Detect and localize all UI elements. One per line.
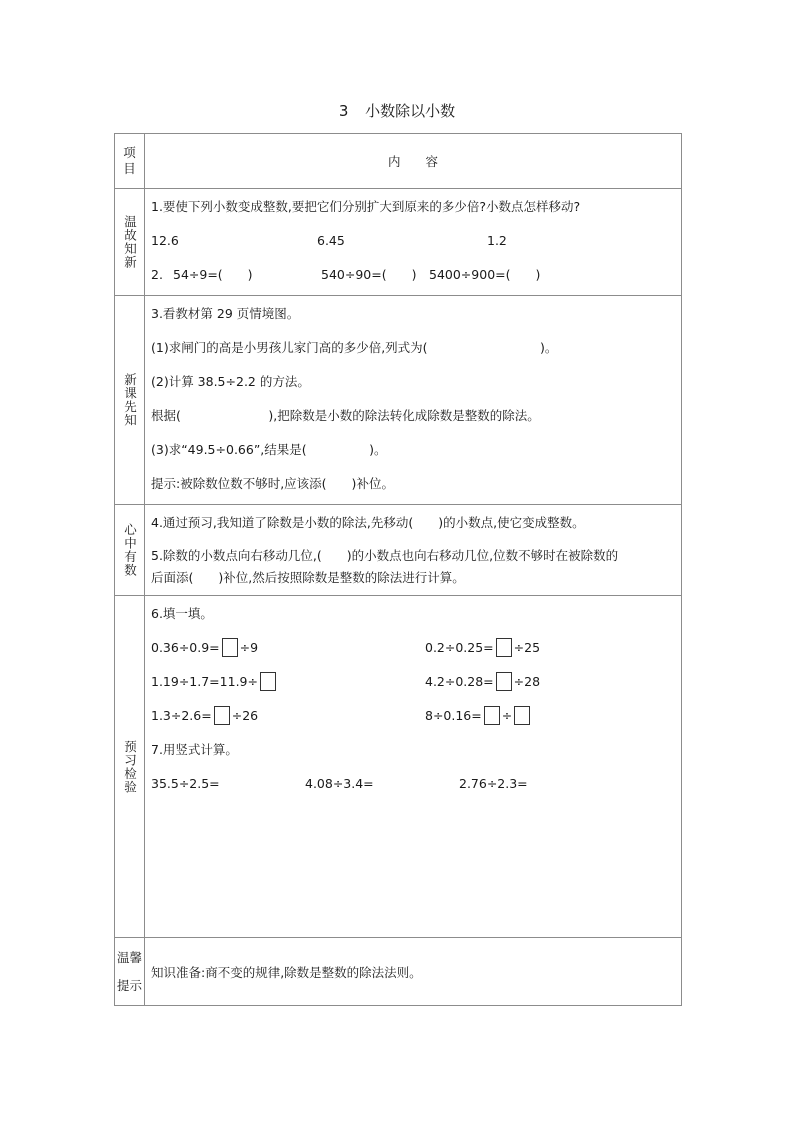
- question-1: [151, 195, 675, 229]
- worksheet-table: [114, 133, 682, 1006]
- header-row: [115, 134, 682, 189]
- tip-text: 知识准备:商不变的规律,除数是整数的除法法则。: [151, 964, 422, 980]
- fill-item-left: 4.2÷0.28=: [425, 674, 494, 689]
- question-3-2: [151, 370, 675, 404]
- calc-item: 4.08÷3.4=: [305, 776, 374, 791]
- lesson-number: 3: [338, 102, 349, 120]
- section-preview-label-cell: [115, 296, 145, 505]
- header-content-cell: [145, 134, 682, 189]
- answer-box[interactable]: [496, 638, 512, 657]
- question-3-text: 3.看教材第 29 页情境图。: [151, 306, 300, 321]
- question-3-1-text: (1)求闸门的高是小男孩儿家门高的多少倍,列式为( )。: [151, 340, 558, 355]
- fill-item: [425, 670, 540, 694]
- q2-item: 5400÷900=( ): [429, 267, 541, 282]
- section-tip-label-cell: [115, 938, 145, 1006]
- question-4: [151, 511, 675, 545]
- question-3-1: [151, 336, 675, 370]
- calc-item: 2.76÷2.3=: [459, 776, 528, 791]
- fill-item-right: ÷: [501, 708, 513, 723]
- answer-box[interactable]: [214, 706, 230, 725]
- question-5: [151, 545, 675, 589]
- section-summary-label: 心中有数: [122, 523, 138, 577]
- answer-box[interactable]: [222, 638, 238, 657]
- question-3-4: [151, 438, 675, 472]
- question-3-3: [151, 404, 675, 438]
- section-review: [115, 189, 682, 296]
- question-6: [151, 602, 675, 636]
- fill-item-right: ÷26: [231, 708, 259, 723]
- question-3-3-text: 根据( ),把除数是小数的除法转化成除数是整数的除法。: [151, 408, 540, 423]
- section-preview-label: 新课先知: [122, 373, 138, 427]
- question-7-items: [151, 772, 675, 806]
- section-review-label: 温故知新: [122, 215, 138, 269]
- question-1-items: [151, 229, 675, 263]
- fill-item-left: 0.36÷0.9=: [151, 640, 220, 655]
- question-3-tip: [151, 472, 675, 498]
- fill-item: [151, 636, 258, 660]
- q1-item: 1.2: [487, 233, 507, 248]
- answer-box[interactable]: [514, 706, 530, 725]
- question-7: [151, 738, 675, 772]
- fill-item-right: ÷25: [513, 640, 541, 655]
- calc-item: 35.5÷2.5=: [151, 776, 220, 791]
- question-6-row: [151, 636, 675, 670]
- section-preview: [115, 296, 682, 505]
- question-7-text: 7.用竖式计算。: [151, 742, 238, 757]
- question-3-tip-text: 提示:被除数位数不够时,应该添( )补位。: [151, 476, 394, 491]
- section-preview-content: [145, 296, 682, 505]
- question-5-line-2: 后面添( )补位,然后按照除数是整数的除法进行计算。: [151, 570, 465, 585]
- section-check-label-cell: [115, 596, 145, 938]
- q2-item: 540÷90=( ): [321, 267, 417, 282]
- section-check: [115, 596, 682, 938]
- section-summary-label-cell: [115, 505, 145, 596]
- question-6-row: [151, 670, 675, 704]
- question-6-row: [151, 704, 675, 738]
- section-tip-label: [115, 948, 144, 996]
- section-tip: [115, 938, 682, 1006]
- header-item-label: 项 目: [123, 145, 136, 176]
- lesson-title: 小数除以小数: [365, 102, 456, 120]
- fill-item-right: ÷9: [239, 640, 259, 655]
- fill-item-left: 0.2÷0.25=: [425, 640, 494, 655]
- question-3-4-text: (3)求“49.5÷0.66”,结果是( )。: [151, 442, 387, 457]
- answer-box[interactable]: [484, 706, 500, 725]
- section-review-label-cell: [115, 189, 145, 296]
- answer-box[interactable]: [260, 672, 276, 691]
- section-tip-label-line-2: 提示: [116, 977, 142, 993]
- section-summary: [115, 505, 682, 596]
- section-tip-content: [145, 938, 682, 1006]
- section-summary-content: [145, 505, 682, 596]
- fill-item-left: 1.19÷1.7=11.9÷: [151, 674, 258, 689]
- fill-item-left: 1.3÷2.6=: [151, 708, 212, 723]
- page-title: [0, 100, 794, 121]
- section-review-content: [145, 189, 682, 296]
- section-check-content: [145, 596, 682, 938]
- answer-box[interactable]: [496, 672, 512, 691]
- section-check-label: 预习检验: [122, 739, 138, 794]
- header-item-cell: [115, 134, 145, 189]
- question-2: [151, 263, 675, 289]
- fill-item-left: 8÷0.16=: [425, 708, 482, 723]
- question-3-2-text: (2)计算 38.5÷2.2 的方法。: [151, 374, 310, 389]
- header-content-label: 内 容: [387, 154, 438, 169]
- question-5-line-1: 5.除数的小数点向右移动几位,( )的小数点也向右移动几位,位数不够时在被除数的: [151, 548, 619, 563]
- q2-item: 54÷9=( ): [173, 267, 253, 282]
- fill-item-right: ÷28: [513, 674, 541, 689]
- question-1-text: 1.要使下列小数变成整数,要把它们分别扩大到原来的多少倍?小数点怎样移动?: [151, 199, 581, 214]
- fill-item: [151, 704, 258, 728]
- section-tip-label-line-1: 温馨: [116, 949, 142, 965]
- question-4-text: 4.通过预习,我知道了除数是小数的除法,先移动( )的小数点,使它变成整数。: [151, 515, 585, 530]
- question-3: [151, 302, 675, 336]
- q1-item: 6.45: [317, 233, 345, 248]
- q2-prefix: 2.: [151, 267, 163, 282]
- fill-item: [425, 636, 540, 660]
- fill-item: [425, 704, 532, 728]
- question-6-text: 6.填一填。: [151, 606, 213, 621]
- q1-item: 12.6: [151, 233, 179, 248]
- fill-item: [151, 670, 278, 694]
